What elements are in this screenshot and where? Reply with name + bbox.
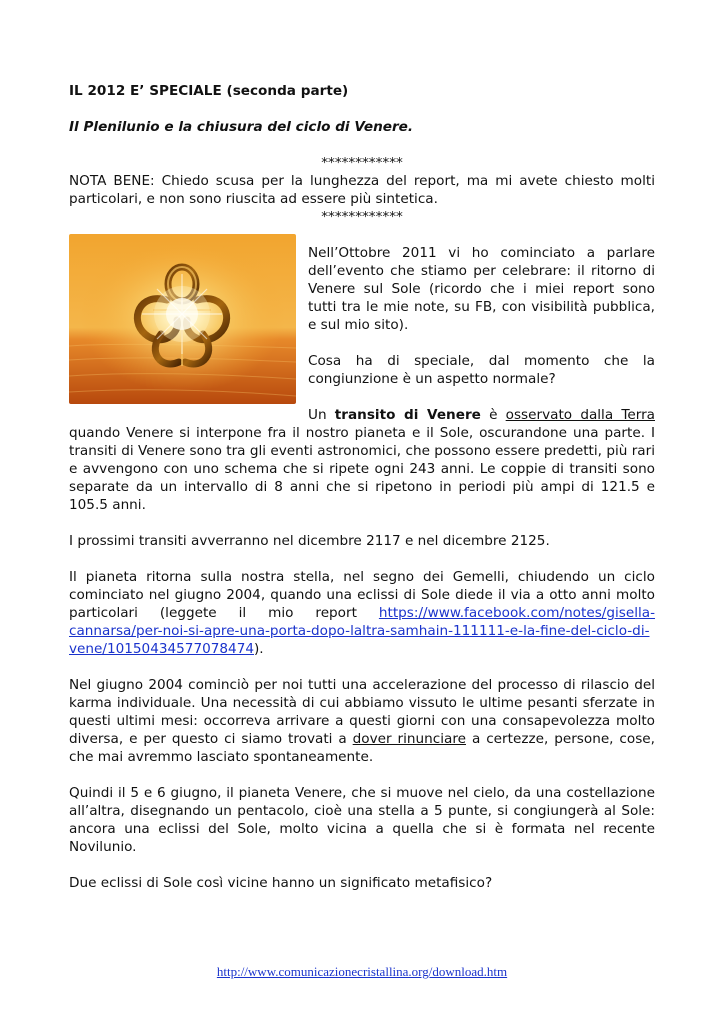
- document-body: [69, 82, 655, 892]
- ciclo-text-pre: Il pianeta ritorna sulla nostra stella, nel segno dei Gemelli, chiudendo un ciclo cominciato nel giugno 2004, quando una eclissi di Sole diede il via a otto anni molto particolari (leggete il mio report: [69, 569, 655, 621]
- paragraph-ottobre: Nell’Ottobre 2011 vi ho cominciato a parlare dell’evento che stiamo per celebrare: il ritorno di Venere sul Sole (ricordo che i miei report sono tutti tra le mie note, su FB, con visibilità pubblica, e sul mio sito).: [308, 245, 655, 333]
- paragraph-cosa-ha-di-speciale: Cosa ha di speciale, dal momento che la congiunzione è un aspetto normale?: [308, 353, 655, 387]
- transito-text-post: quando Venere si interpone fra il nostro pianeta e il Sole, oscurandone una parte. I transiti di Venere sono tra gli eventi astronomici, che possono essere predetti, più rari e avvengono con uno schema che si ripete ogni 243 anni. Le coppie di transiti sono separate da un intervallo di 8 anni che si ripetono in periodi più ampi di 121.5 e 105.5 anni.: [69, 425, 655, 513]
- transito-text-pre: Un: [308, 407, 335, 423]
- transito-bold-term: transito di Venere: [334, 407, 481, 423]
- paragraph-5-e-6-giugno: Quindi il 5 e 6 giugno, il pianeta Venere, che si muove nel cielo, da una costellazione all’altra, disegnando un pentacolo, cioè una stella a 5 punte, si congiungerà al Sole: ancora una eclissi del Sole, molto vicina a quella che si è formata nel recente Novilunio.: [69, 785, 655, 855]
- stars-separator-top: ************: [321, 155, 403, 171]
- transito-underlined-term: osservato dalla Terra: [505, 407, 655, 423]
- footer-download-link[interactable]: http://www.comunicazionecristallina.org/download.htm: [216, 964, 508, 979]
- ankh-symbol-icon: [69, 234, 296, 404]
- paragraph-ciclo-gemelli: [69, 568, 655, 658]
- paragraph-transito-di-venere: [69, 406, 655, 514]
- giugno-text-post: a certezze, persone, cose, che mai avremmo lasciato spontaneamente.: [69, 731, 655, 765]
- paragraph-prossimi-transiti: I prossimi transiti avverranno nel dicembre 2117 e nel dicembre 2125.: [69, 533, 550, 549]
- paragraph-giugno-2004: [69, 676, 655, 766]
- ciclo-text-post: ).: [254, 641, 264, 657]
- stars-separator-bottom: ************: [321, 209, 403, 225]
- ankh-sunset-image: [69, 234, 296, 404]
- paragraph-due-eclissi: Due eclissi di Sole così vicine hanno un significato metafisico?: [69, 875, 493, 891]
- document-title: IL 2012 E’ SPECIALE (seconda parte): [69, 83, 349, 99]
- facebook-report-link[interactable]: https://www.facebook.com/notes/gisella-cannarsa/per-noi-si-apre-una-porta-dopo-laltra-samhain-111111-e-la-fine-del-ciclo-di-vene/10150434577078474: [69, 605, 655, 657]
- giugno-text-pre: Nel giugno 2004 cominciò per noi tutti una accelerazione del processo di rilascio del karma individuale. Una necessità di cui abbiamo vissuto le ultime pesanti sferzate in questi ultimi mesi: occorreva arrivare a questi giorni con una consapevolezza molto diversa, e per questo ci siamo trovati a: [69, 677, 655, 747]
- nota-bene-paragraph: NOTA BENE: Chiedo scusa per la lunghezza del report, ma mi avete chiesto molti particolari, e non sono riuscita ad essere più sintetica.: [69, 173, 655, 207]
- giugno-underlined-term: dover rinunciare: [352, 731, 466, 747]
- document-subtitle: Il Plenilunio e la chiusura del ciclo di Venere.: [69, 119, 414, 135]
- transito-text-mid: è: [480, 407, 506, 423]
- page-footer: [0, 964, 724, 980]
